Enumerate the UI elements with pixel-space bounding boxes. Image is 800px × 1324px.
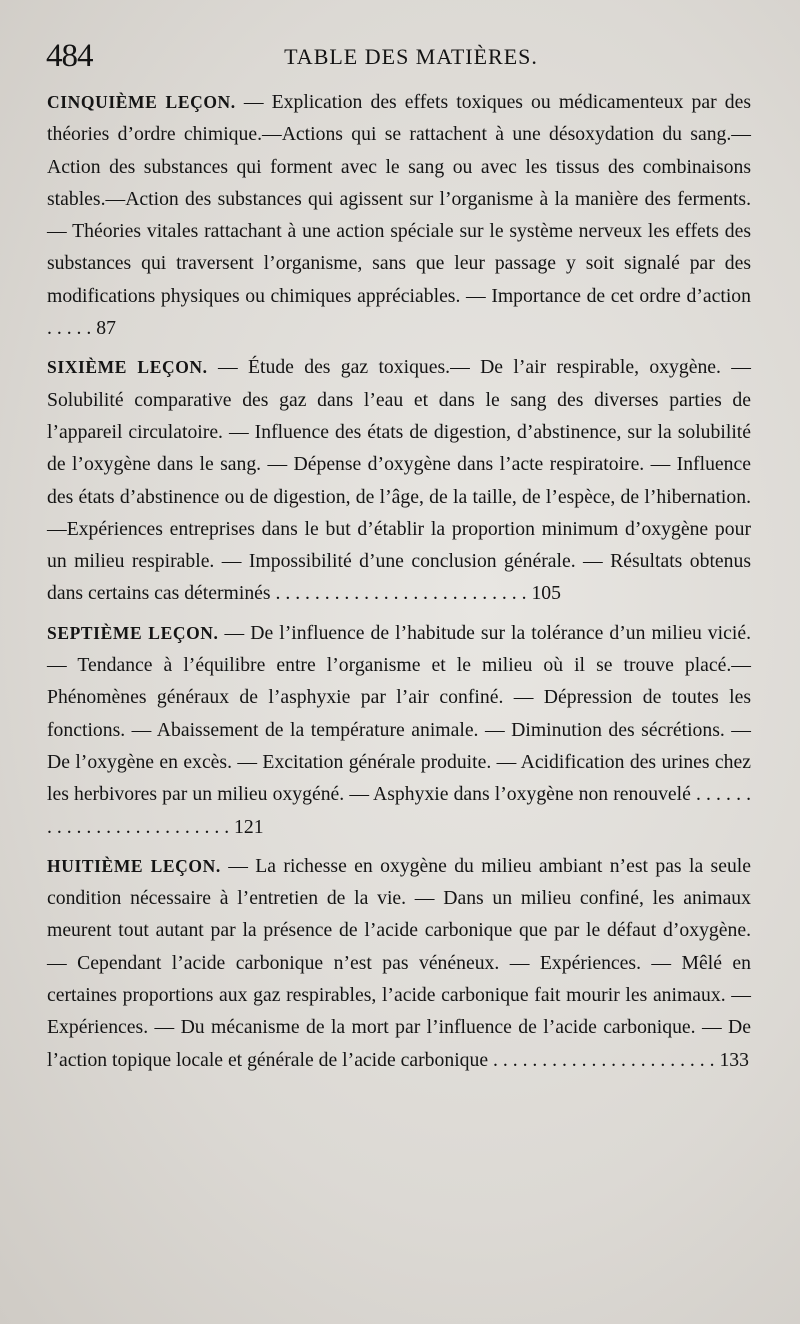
toc-entry-lesson-8 [47, 850, 751, 1076]
toc-entry-text [47, 86, 751, 344]
dot-leader: . . . . . . . . . . . . . . . . . . . . . . . . . [47, 783, 752, 838]
page-reference: 121 [234, 815, 264, 838]
lesson-label: SEPTIÈME LEÇON. [47, 622, 219, 643]
running-title: TABLE DES MATIÈRES. [284, 44, 538, 69]
toc-entry-lesson-7 [47, 617, 751, 843]
page-number: 484 [46, 38, 93, 74]
lesson-label: HUITIÈME LEÇON. [47, 855, 221, 876]
toc-entry-text [47, 351, 751, 609]
toc-entry-lesson-6 [47, 351, 751, 609]
dot-leader: . . . . . [47, 317, 92, 340]
lesson-description: — Étude des gaz toxiques.— De l’air respirable, oxygène. — Solubilité comparative des gaz dans l’eau et dans le sang des diverses parties de l’appareil circulatoire. — Influence des états de digestion, d’abstinence, sur la solubilité de l’oxygène dans le sang. — Dépense d’oxygène dans l’acte respiratoire. — Influence des états d’abstinence ou de digestion, de l’âge, de la taille, de l’espèce, de l’hibernation.—Expériences entreprises dans le but d’établir la proportion minimum d’oxygène pour un milieu respirable. — Impossibilité d’une conclusion générale. — Résultats obtenus dans certains cas déterminés [47, 356, 751, 605]
table-of-contents [47, 86, 751, 1083]
toc-entry-text [47, 850, 751, 1076]
page-reference: 133 [719, 1048, 749, 1071]
lesson-description: — La richesse en oxygène du milieu ambiant n’est pas la seule condition nécessaire à l’entretien de la vie. — Dans un milieu confiné, les animaux meurent tout autant par la présence de l’acide carbonique que par le défaut d’oxygène. — Cependant l’acide carbonique n’est pas vénéneux. — Expériences. — Mêlé en certaines proportions aux gaz respirables, l’acide carbonique fait mourir les animaux. — Expériences. — Du mécanisme de la mort par l’influence de l’acide carbonique. — De l’action topique locale et générale de l’acide carbonique [47, 854, 751, 1071]
dot-leader: . . . . . . . . . . . . . . . . . . . . . . . . . . [275, 582, 527, 605]
lesson-description: — Explication des effets toxiques ou médicamenteux par des théories d’ordre chimique.—Actions qui se rattachent à une désoxydation du sang.—Action des substances qui forment avec le sang ou avec les tissus des combinaisons stables.—Action des substances qui agissent sur l’organisme à la manière des ferments. — Théories vitales rattachant à une action spéciale sur le système nerveux les effets des substances qui traversent l’organisme, sans que leur passage y soit signalé par des modifications physiques ou chimiques appréciables. — Importance de cet ordre d’action [47, 91, 752, 307]
page-header [46, 36, 754, 76]
lesson-description: — De l’influence de l’habitude sur la tolérance d’un milieu vicié.— Tendance à l’équilibre entre l’organisme et le milieu où il se trouve placé.— Phénomènes généraux de l’asphyxie par l’air confiné. — Dépression de toutes les fonctions. — Abaissement de la température animale. — Diminution des sécrétions. — De l’oxygène en excès. — Excitation générale produite. — Acidification des urines chez les herbivores par un milieu oxygéné. — Asphyxie dans l’oxygène non renouvelé [47, 621, 751, 806]
page-reference: 87 [96, 317, 116, 340]
toc-entry-text [47, 617, 751, 843]
lesson-label: SIXIÈME LEÇON. [47, 357, 208, 378]
dot-leader: . . . . . . . . . . . . . . . . . . . . . . . [493, 1048, 715, 1071]
lesson-label: CINQUIÈME LEÇON. [47, 92, 236, 112]
toc-entry-lesson-5 [47, 86, 751, 344]
page-reference: 105 [531, 582, 561, 605]
